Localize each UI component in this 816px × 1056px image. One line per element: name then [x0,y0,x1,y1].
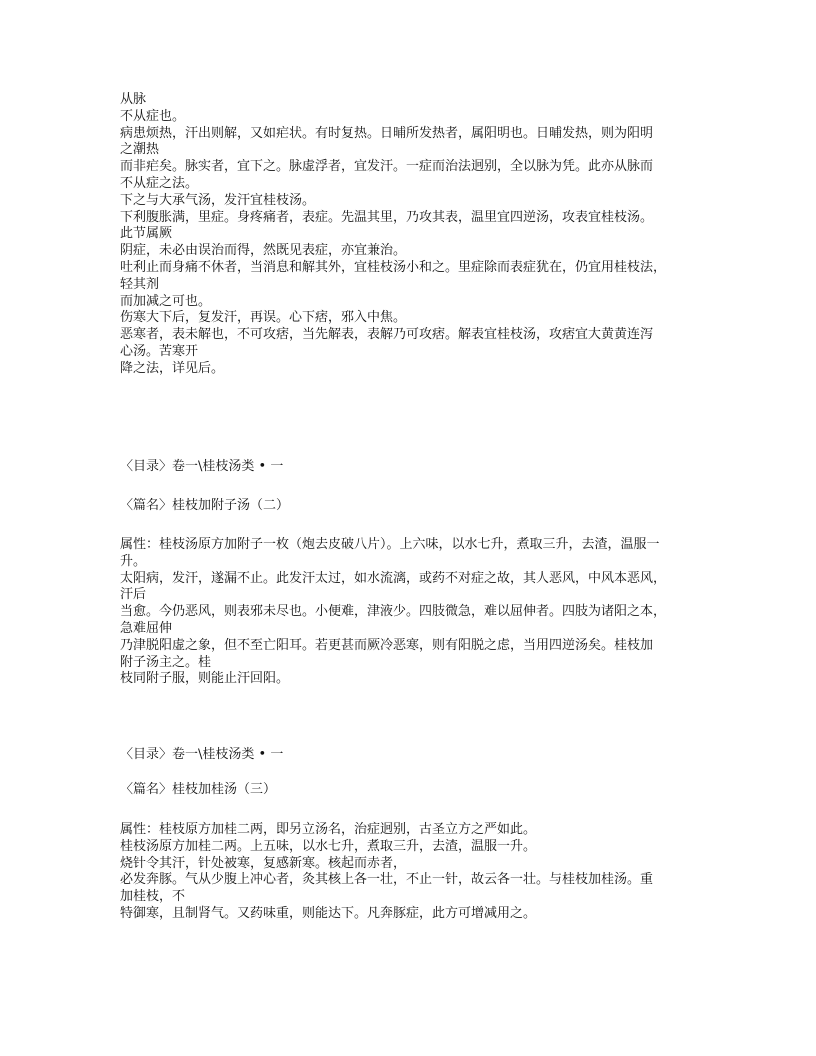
section2-body [120,537,720,688]
text-line: 属性：桂枝汤原方加附子一枚（炮去皮破八片）。上六味，以水七升，煮取三升，去渣，温服一 [120,537,660,552]
section3-catalog: 〈目录〉卷一\桂枝汤类 • 一 [120,747,284,762]
text-line: 不从症之法。 [120,175,199,191]
text-line: 此节属厥 [120,226,173,242]
text-line: 乃津脱阳虚之象，但不至亡阳耳。若更甚而厥冷恶寒，则有阳脱之虑，当用四逆汤矣。桂枝加 [120,637,654,653]
text-line: 下之与大承气汤，发汗宜桂枝汤。 [120,192,316,208]
text-line: 必发奔豚。气从少腹上冲心者，灸其核上各一壮，不止一针，故云各一壮。与桂枝加桂汤。重 [120,872,654,888]
text-line: 属性：桂枝原方加桂二两，即另立汤名，治症迥别，古圣立方之严如此。 [120,822,537,837]
text-line: 烧针令其汗，针处被寒，复感新寒。核起而赤者， [120,855,407,871]
section1-body [120,92,720,378]
text-line: 之潮热 [120,142,160,158]
text-line: 心汤。苦寒开 [120,343,199,359]
text-line: 恶寒者，表未解也，不可攻痞，当先解表，表解乃可攻痞。解表宜桂枝汤，攻痞宜大黄黄连泻 [120,327,654,343]
section2-title: 〈篇名〉桂枝加附子汤（二） [120,498,290,513]
text-line: 伤寒大下后，复发汗，再误。心下痞，邪入中焦。 [120,310,407,326]
text-line: 而非疟矣。脉实者，宜下之。脉虚浮者，宜发汗。一症而治法迥别，全以脉为凭。此亦从脉而 [120,159,654,175]
text-line: 太阳病，发汗，遂漏不止。此发汗太过，如水流漓，或药不对症之故，其人恶风，中风本恶风， [120,570,667,586]
text-line: 而加减之可也。 [120,293,212,309]
section2-catalog: 〈目录〉卷一\桂枝汤类 • 一 [120,459,284,474]
text-line: 当愈。今仍恶风，则表邪未尽也。小便难，津液少。四肢微急，难以屈伸者。四肢为诸阳之本， [120,604,667,620]
text-line: 不从症也。 [120,108,186,124]
text-line: 下利腹胀满，里症。身疼痛者，表症。先温其里，乃攻其表，温里宜四逆汤，攻表宜桂枝汤。 [120,209,654,225]
text-line: 枝同附子服，则能止汗回阳。 [120,671,290,687]
text-line: 特御寒，且制肾气。又药味重，则能达下。凡奔豚症，此方可增减用之。 [120,905,537,921]
text-line: 附子汤主之。桂 [120,654,212,670]
text-line: 桂枝汤原方加桂二两。上五味，以水七升，煮取三升，去渣，温服一升。 [120,838,537,854]
text-line: 加桂枝，不 [120,889,186,905]
text-line: 升。 [120,553,147,569]
text-line: 降之法，详见后。 [120,360,225,376]
section3-title: 〈篇名〉桂枝加桂汤（三） [120,782,277,797]
section3-body [120,822,720,923]
text-line: 急难屈伸 [120,620,173,636]
text-line: 从脉 [120,92,147,107]
text-line: 病患烦热，汗出则解，又如疟状。有时复热。日晡所发热者，属阳明也。日晡发热，则为阳明 [120,125,654,141]
text-line: 吐利止而身痛不休者，当消息和解其外，宜桂枝汤小和之。里症除而表症犹在，仍宜用桂枝法， [120,259,667,275]
text-line: 汗后 [120,587,147,603]
text-line: 轻其剂 [120,276,160,292]
text-line: 阴症，未必由误治而得，然既见表症，亦宜兼治。 [120,243,407,259]
